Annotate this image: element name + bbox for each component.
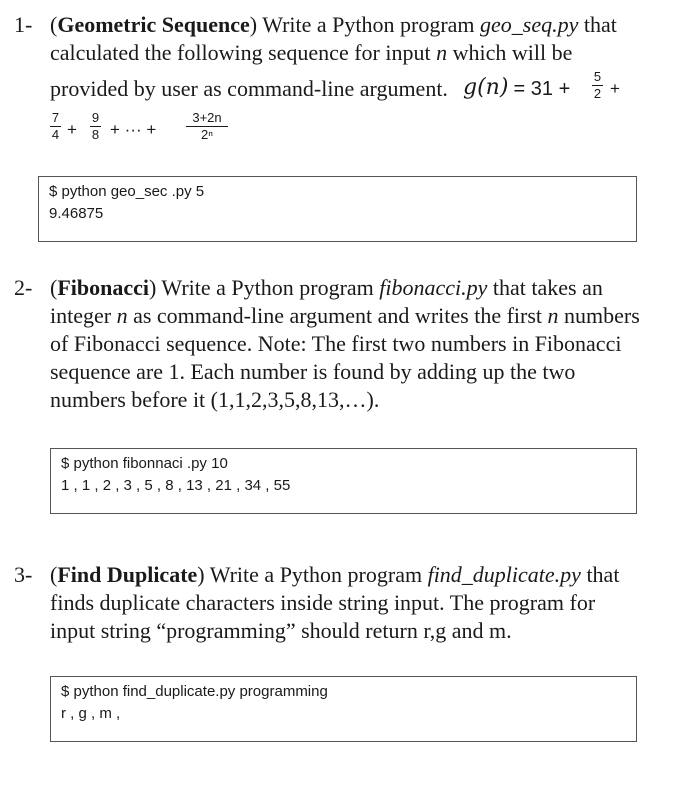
q1-filename: geo_seq.py <box>480 12 579 37</box>
q1-fraction-1: 5 2 <box>593 69 602 101</box>
q3-filename: find_duplicate.py <box>427 562 581 587</box>
q2-filename: fibonacci.py <box>379 275 488 300</box>
q2-title: Fibonacci <box>57 275 149 300</box>
q1-eq: = 31 + <box>508 78 571 100</box>
q2-number: 2- <box>14 275 33 300</box>
q2-line-4: sequence are 1. Each number is found by adding up the two <box>50 359 576 384</box>
q3-code-command: $ python find_duplicate.py programming <box>61 683 328 700</box>
q1-plus-1: + <box>610 79 620 98</box>
q1-fraction-4: 3+2n 2ⁿ <box>186 111 228 142</box>
q1-line-2: calculated the following sequence for input n which will be <box>50 40 573 65</box>
q1-title: Geometric Sequence <box>57 12 250 37</box>
q3-title: Find Duplicate <box>57 562 198 587</box>
q2-line-5: numbers before it (1,1,2,3,5,8,13,…). <box>50 387 380 412</box>
q1-line-3: provided by user as command-line argument. <box>50 76 448 101</box>
q1-number: 1- <box>14 12 33 37</box>
q1-dots: + ··· + <box>110 120 157 139</box>
q3-code-output: r , g , m , <box>61 705 121 722</box>
q1-code-command: $ python geo_sec .py 5 <box>49 183 205 200</box>
q1-code-output: 9.46875 <box>49 205 104 222</box>
q1-line-1: (Geometric Sequence) Write a Python program geo_seq.py that <box>50 12 617 37</box>
q3-line-3: input string “programming” should return r,g and m. <box>50 618 512 643</box>
q2-code-box <box>50 448 637 514</box>
q1-g-label: g(n) <box>463 75 509 100</box>
q1-code-box <box>38 176 637 242</box>
q2-line-3: of Fibonacci sequence. Note: The first two numbers in Fibonacci <box>50 331 622 356</box>
q3-code-box <box>50 676 637 742</box>
q1-fraction-3: 9 8 <box>91 110 100 142</box>
q2-code-output: 1 , 1 , 2 , 3 , 5 , 8 , 13 , 21 , 34 , 55 <box>61 477 291 494</box>
q3-line-2: finds duplicate characters inside string input. The program for <box>50 590 596 615</box>
q2-code-command: $ python fibonnaci .py 10 <box>61 455 228 472</box>
q3-line-1: (Find Duplicate) Write a Python program find_duplicate.py that <box>50 562 620 587</box>
q1-plus-2: + <box>67 120 77 139</box>
q2-line-1: (Fibonacci) Write a Python program fibonacci.py that takes an <box>50 275 603 300</box>
q1-fraction-2: 7 4 <box>51 110 60 142</box>
q3-number: 3- <box>14 562 33 587</box>
q2-line-2: integer n as command-line argument and writes the first n numbers <box>50 303 640 328</box>
